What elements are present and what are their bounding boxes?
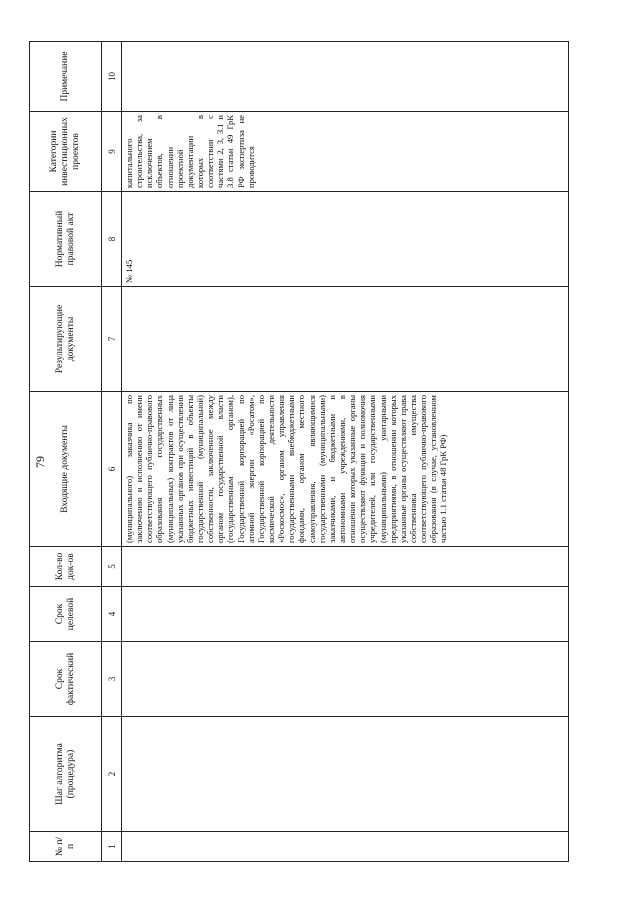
colnum-8: 8 xyxy=(102,192,122,287)
cell-target-term xyxy=(122,587,569,642)
header-note: Примечание xyxy=(30,42,102,112)
header-input-docs: Входящие документы xyxy=(30,392,102,547)
header-result-docs: Результирующие документы xyxy=(30,287,102,392)
colnum-9: 9 xyxy=(102,112,122,192)
header-doc-count: Кол-во док-ов xyxy=(30,547,102,587)
cell-step xyxy=(122,717,569,832)
cell-num xyxy=(122,832,569,862)
colnum-6: 6 xyxy=(102,392,122,547)
cell-input-docs: (муниципального) заказчика по заключению и исполнению от имени соответствующего публично-правового образования государственных (муниципальных) контрактов от лица указанных органов при осуществлении бюджетных инвестиций в объекты государственной (муниципальной) собственности, заключенное между органом государственной власти (государственным органом), Государственной корпорацией по атомной энергии «Росатом», Государственной корпорацией по космической деятельности «Роскосмос», органом управления государственными внебюджетными фондами, органом местного самоуправления, являющимися государственными (муниципальными) заказчиками, и бюджетными и автономными учреждениями, в отношении которых указанные органы осуществляют функции и полномочия учредителей, или государственными (муниципальными) унитарными предприятиями, в отношении которых указанные органы осуществляют права собственника имущества соответствующего публично-правового образования (в случае, установленном частью 1.1 статьи 48 ГрК РФ) xyxy=(122,392,569,547)
cell-legal-act: № 145 xyxy=(122,192,569,287)
colnum-7: 7 xyxy=(102,287,122,392)
header-project-categories: Категории инвестиционных проектов xyxy=(30,112,102,192)
header-row xyxy=(30,42,102,862)
colnum-10: 10 xyxy=(102,42,122,112)
cell-result-docs xyxy=(122,287,569,392)
cell-doc-count xyxy=(122,547,569,587)
cell-note xyxy=(122,42,569,112)
table-row xyxy=(122,42,569,862)
header-step: Шаг алгоритма (процедура) xyxy=(30,717,102,832)
colnum-4: 4 xyxy=(102,587,122,642)
header-target-term: Срок целевой xyxy=(30,587,102,642)
document-table-rotated xyxy=(29,42,569,862)
column-number-row xyxy=(102,42,122,862)
cell-actual-term xyxy=(122,642,569,717)
colnum-2: 2 xyxy=(102,717,122,832)
cell-project-categories: капитального строительства, за исключением объектов, в отношении проектной документации которых в соответствии с частями 2, 3, 3.1 и 3.8 статьи 49 ГрК РФ экспертиза не проводится xyxy=(122,112,569,192)
header-num: № п/п xyxy=(30,832,102,862)
colnum-3: 3 xyxy=(102,642,122,717)
page-number: 79 xyxy=(33,456,47,468)
header-actual-term: Срок фактический xyxy=(30,642,102,717)
colnum-5: 5 xyxy=(102,547,122,587)
colnum-1: 1 xyxy=(102,832,122,862)
header-legal-act: Нормативный правовой акт xyxy=(30,192,102,287)
procedure-table xyxy=(29,41,569,862)
